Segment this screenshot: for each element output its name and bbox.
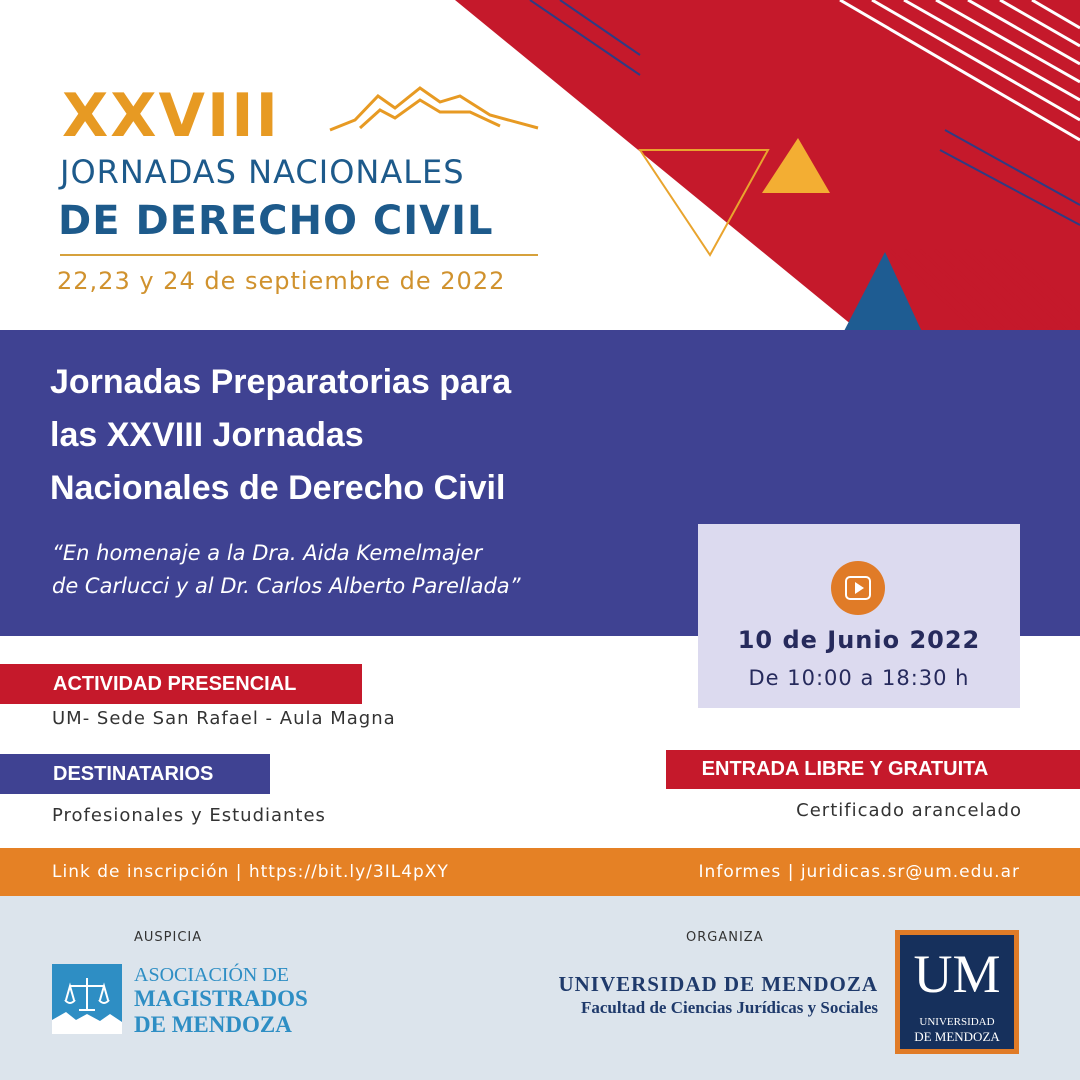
university-logo-line2: DE MENDOZA — [914, 1029, 1000, 1044]
audience-tag: DESTINATARIOS — [0, 754, 270, 794]
event-title-line2: DE DERECHO CIVIL — [58, 198, 494, 244]
organizer-label: ORGANIZA — [686, 930, 764, 945]
sponsor-name-line2: MAGISTRADOS — [134, 986, 308, 1011]
scales-icon — [52, 964, 122, 1034]
audience-value: Profesionales y Estudiantes — [52, 805, 326, 826]
event-title-line1: JORNADAS NACIONALES — [60, 153, 465, 191]
organizer-faculty: Facultad de Ciencias Jurídicas y Sociales — [580, 998, 878, 1017]
roman-numeral: XXVIII — [62, 81, 280, 151]
contact-email-link[interactable]: Informes | juridicas.sr@um.edu.ar — [698, 862, 1020, 882]
sponsor-label: AUSPICIA — [134, 930, 203, 945]
tribute-quote — [52, 537, 692, 603]
event-dates: 22,23 y 24 de septiembre de 2022 — [57, 267, 506, 295]
certificate-note: Certificado arancelado — [796, 800, 1022, 821]
registration-link[interactable]: Link de inscripción | https://bit.ly/3IL4pXY — [52, 862, 449, 882]
main-title-line3: Nacionales de Derecho Civil — [50, 469, 506, 507]
activity-tag: ACTIVIDAD PRESENCIAL — [0, 664, 362, 704]
event-time: De 10:00 a 18:30 h — [748, 666, 970, 690]
organizer-name: UNIVERSIDAD DE MENDOZA — [558, 972, 878, 996]
quote-line1: “En homenaje a la Dra. Aida Kemelmajer — [52, 541, 483, 565]
magistrates-logo — [52, 964, 122, 1034]
university-logo-inner — [900, 935, 1014, 1049]
title-divider — [60, 254, 538, 256]
event-date: 10 de Junio 2022 — [737, 626, 981, 654]
red-triangle-shape — [455, 0, 1080, 330]
main-title-line1: Jornadas Preparatorias para — [50, 363, 512, 401]
play-triangle — [855, 582, 864, 594]
sponsor-name-line3: DE MENDOZA — [134, 1012, 292, 1037]
quote-line2: de Carlucci y al Dr. Carlos Alberto Parellada” — [52, 574, 521, 598]
university-logo-mark: UM — [913, 944, 1001, 1004]
main-title — [50, 356, 710, 515]
activity-location: UM- Sede San Rafael - Aula Magna — [52, 708, 396, 729]
university-logo-line1: UNIVERSIDAD — [919, 1016, 995, 1028]
mountain-icon — [330, 88, 538, 130]
sponsor-name-line1: ASOCIACIÓN DE — [134, 964, 289, 986]
play-frame — [845, 576, 871, 600]
play-icon — [831, 561, 885, 615]
main-title-line2: las XXVIII Jornadas — [50, 416, 364, 454]
entry-tag: ENTRADA LIBRE Y GRATUITA — [666, 750, 1080, 789]
university-logo — [895, 930, 1019, 1054]
